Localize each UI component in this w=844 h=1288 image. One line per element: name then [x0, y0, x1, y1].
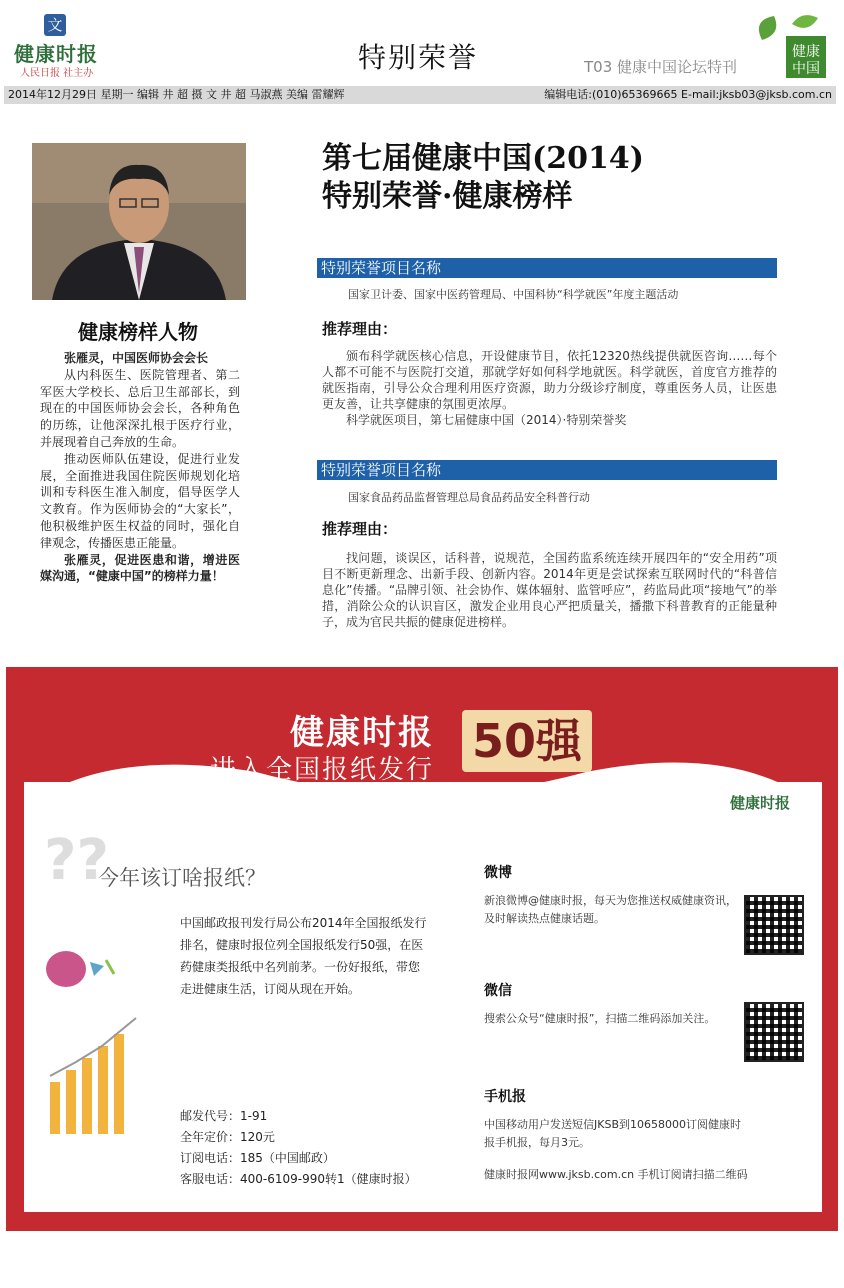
pie-illustration-icon — [44, 946, 118, 992]
profile-paragraph: 张雁灵，促进医患和谐，增进医媒沟通，“健康中国”的榜样力量！ — [40, 552, 240, 584]
ad-footer: 健康时报网www.jksb.com.cn 手机订阅请扫描二维码 — [484, 1168, 748, 1181]
profile-paragraph: 从内科医生、医院管理者、第二军医大学校长、总后卫生部部长，到现在的中国医师协会会长，各种角色的历练，让他深深扎根于医疗行业，并展现着自己奔放的生命。 — [40, 367, 240, 449]
contact-line: 编辑电话:(010)65369665 E-mail:jksb03@jksb.com.cn — [544, 88, 832, 101]
ad-paragraph: 中国邮政报刊发行局公布2014年全国报纸发行排名，健康时报位列全国报纸发行50强，在医药健康类报纸中名列前茅。一份好报纸，带您走进健康生活，订阅从现在开始。 — [180, 916, 427, 996]
project-name-2: 国家食品药品监督管理总局食品药品安全科普行动 — [348, 491, 590, 504]
svg-text:中国: 中国 — [792, 61, 820, 77]
info-bar — [4, 86, 836, 104]
section-title: 特别荣誉 — [358, 41, 479, 74]
reason-paragraph: 科学就医项目，第七届健康中国（2014）·特别荣誉奖 — [346, 413, 627, 427]
profile-paragraph: 推动医师队伍建设，促进行业发展，全面推进我国住院医师规划化培训和专科医生准入制度，倡导医学人文教育。作为医师协会的“大家长”，他积极维护医生权益的同时，强化自律观念，传播医患正能量。 — [40, 451, 240, 550]
wechat-label: 微信 — [484, 983, 512, 999]
profile-paragraph: 张雁灵，中国医师协会会长 — [64, 351, 209, 365]
subscription-facts — [180, 1106, 417, 1190]
ad-question: 今年该订啥报纸？ — [98, 866, 266, 890]
newspaper-logo-icon: 文 — [44, 14, 66, 36]
wechat-qr-code — [744, 1002, 804, 1062]
question-mark-icon: ?? — [44, 828, 109, 893]
ad-subtitle: 进入全国报纸发行 — [210, 755, 435, 785]
reason-text-1 — [322, 348, 777, 428]
weibo-qr-code — [744, 895, 804, 955]
channel-mobile — [484, 1086, 744, 1152]
reason-paragraph: 找问题，谈误区，话科普，说规范，全国药监系统连续开展四年的“安全用药”项目不断更新理念、出新手段、创新内容。2014年更是尝试探索互联网时代的“科普信息化”传播。“品牌引领、社会协作、媒体辐射、监管呼应”，药监局此项“接地气”的举措，消除公众的认识盲区，激发企业用良心严把质量关，播撒下科普教育的正能量种子，成为官民共振的健康促进榜样。 — [322, 551, 777, 629]
newspaper-logo-name: 健康时报 — [14, 42, 98, 66]
reason-heading-1: 推荐理由： — [322, 320, 398, 338]
newspaper-logo-sub: 人民日报 社主办 — [20, 68, 94, 79]
channel-wechat — [484, 980, 744, 1028]
role-model-text — [40, 350, 240, 585]
project-name-bar: 特别荣誉项目名称 — [317, 258, 777, 278]
portrait-photo — [32, 143, 246, 300]
issue-label: T03 健康中国论坛特刊 — [584, 58, 738, 76]
headline — [322, 140, 644, 216]
reason-paragraph: 颁布科学就医核心信息，开设健康节目，依托12320热线提供就医咨询……每个人都不可能不与医院打交道，那就学好如何科学地就医。科学就医，首度官方推荐的就医指南，引导公众合理利用医疗资源，助力分级诊疗制度，尊重医务人员，让医患更友善，让共享健康的氛围更浓厚。 — [322, 349, 777, 411]
role-model-heading: 健康榜样人物 — [78, 320, 198, 344]
ad-tagline: 二〇一五年度报刊征订 — [344, 799, 485, 814]
ad-logo: 健康时报 — [730, 794, 791, 812]
reason-heading-2: 推荐理由： — [322, 520, 398, 538]
channel-weibo — [484, 862, 744, 928]
weibo-text: 新浪微博@健康时报，每天为您推送权威健康资讯，及时解读热点健康话题。 — [484, 894, 737, 925]
fact-line: 订阅电话：185（中国邮政） — [180, 1151, 335, 1165]
weibo-label: 微博 — [484, 865, 512, 881]
date-line: 2014年12月29日 星期一 编辑 井 超 摄 文 井 超 马淑燕 美编 雷耀辉 — [8, 88, 345, 101]
fact-line: 邮发代号：1-91 — [180, 1109, 268, 1123]
wechat-text: 搜索公众号“健康时报”，扫描二维码添加关注。 — [484, 1012, 716, 1025]
headline-line-1: 第七届健康中国(2014) — [322, 141, 644, 176]
bar-growth-illustration-icon — [46, 1012, 152, 1134]
mobile-paper-text: 中国移动用户发送短信JKSB到10658000订阅健康时报手机报，每月3元。 — [484, 1118, 741, 1149]
project-name-bar: 特别荣誉项目名称 — [317, 460, 777, 480]
ad-title: 健康时报 — [290, 713, 434, 753]
top-50-badge: 50强 — [462, 710, 592, 772]
svg-text:健康: 健康 — [792, 44, 820, 60]
mobile-paper-label: 手机报 — [484, 1089, 526, 1105]
health-china-leaf-logo — [742, 10, 832, 82]
project-name-1: 国家卫计委、国家中医药管理局、中国科协“科学就医”年度主题活动 — [348, 288, 679, 301]
fact-line: 客服电话：400-6109-990转1（健康时报） — [180, 1172, 417, 1186]
fact-line: 全年定价：120元 — [180, 1130, 275, 1144]
headline-line-2: 特别荣誉·健康榜样 — [322, 179, 573, 214]
reason-text-2 — [322, 550, 777, 630]
